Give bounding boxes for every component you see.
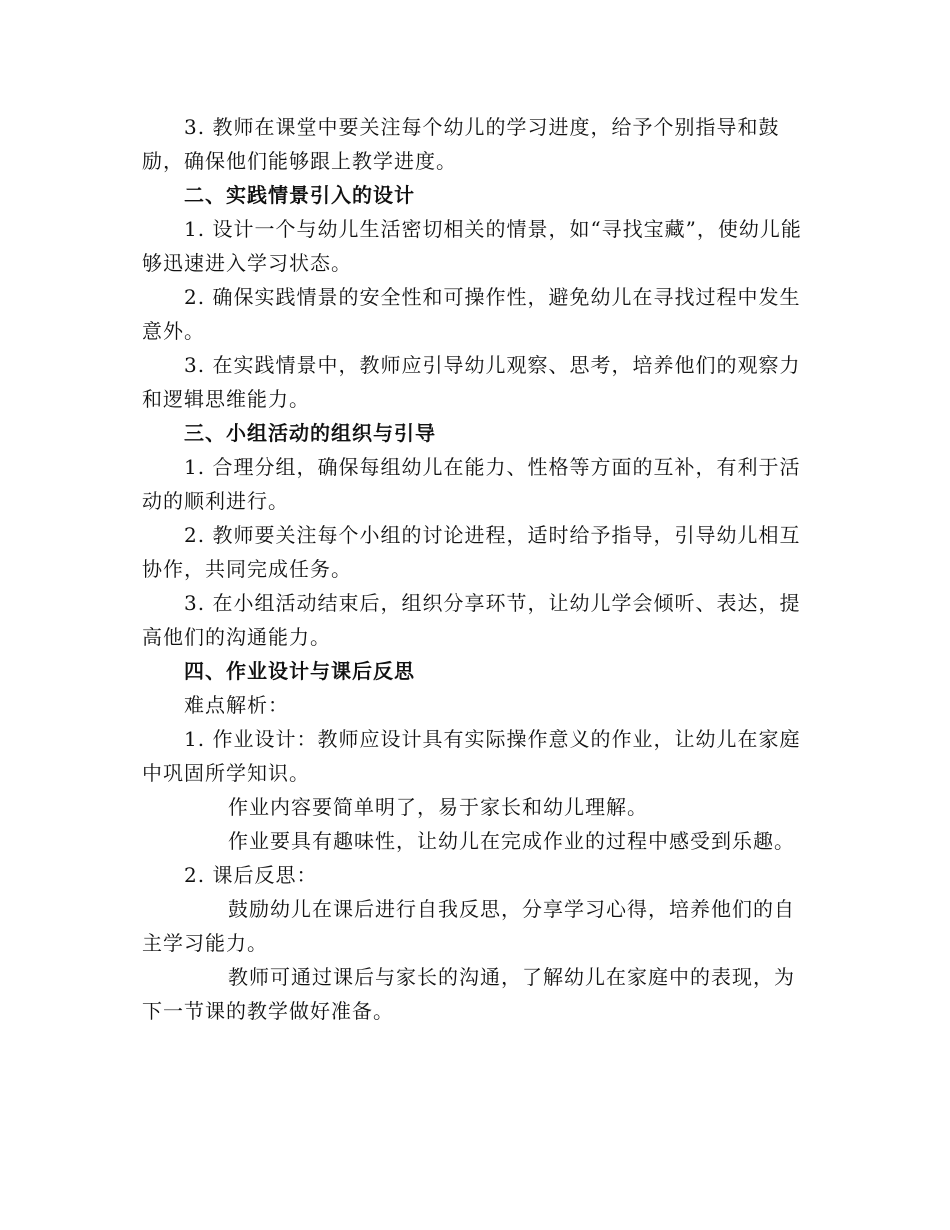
- paragraph-item: 1. 合理分组，确保每组幼儿在能力、性格等方面的互补，有利于活动的顺利进行。: [142, 455, 801, 513]
- paragraph-item: 1. 设计一个与幼儿生活密切相关的情景，如“寻找宝藏”，使幼儿能够迅速进入学习状态。: [142, 217, 802, 275]
- sub-paragraph: 鼓励幼儿在课后进行自我反思，分享学习心得，培养他们的自主学习能力。: [142, 897, 795, 955]
- section-heading: 四、作业设计与课后反思: [184, 659, 415, 683]
- paragraph-item: 3. 在小组活动结束后，组织分享环节，让幼儿学会倾听、表达，提高他们的沟通能力。: [142, 591, 801, 649]
- section-heading: 三、小组活动的组织与引导: [184, 421, 436, 445]
- paragraph-item: 3. 教师在课堂中要关注每个幼儿的学习进度，给予个别指导和鼓励，确保他们能够跟上教学进度。: [142, 115, 780, 173]
- paragraph-item: 1. 作业设计：教师应设计具有实际操作意义的作业，让幼儿在家庭中巩固所学知识。: [142, 727, 801, 785]
- difficulty-label: 难点解析：: [184, 693, 289, 717]
- sub-paragraph: 作业内容要简单明了，易于家长和幼儿理解。: [228, 795, 648, 819]
- document-body: [142, 110, 812, 1028]
- sub-paragraph: 教师可通过课后与家长的沟通，了解幼儿在家庭中的表现，为下一节课的教学做好准备。: [142, 965, 795, 1023]
- paragraph-item: 3. 在实践情景中，教师应引导幼儿观察、思考，培养他们的观察力和逻辑思维能力。: [142, 353, 801, 411]
- sub-paragraph: 作业要具有趣味性，让幼儿在完成作业的过程中感受到乐趣。: [228, 829, 795, 853]
- paragraph-item: 2. 教师要关注每个小组的讨论进程，适时给予指导，引导幼儿相互协作，共同完成任务。: [142, 523, 801, 581]
- paragraph-item: 2. 确保实践情景的安全性和可操作性，避免幼儿在寻找过程中发生意外。: [142, 285, 801, 343]
- paragraph-item: 2. 课后反思：: [184, 863, 318, 887]
- section-heading: 二、实践情景引入的设计: [184, 183, 415, 207]
